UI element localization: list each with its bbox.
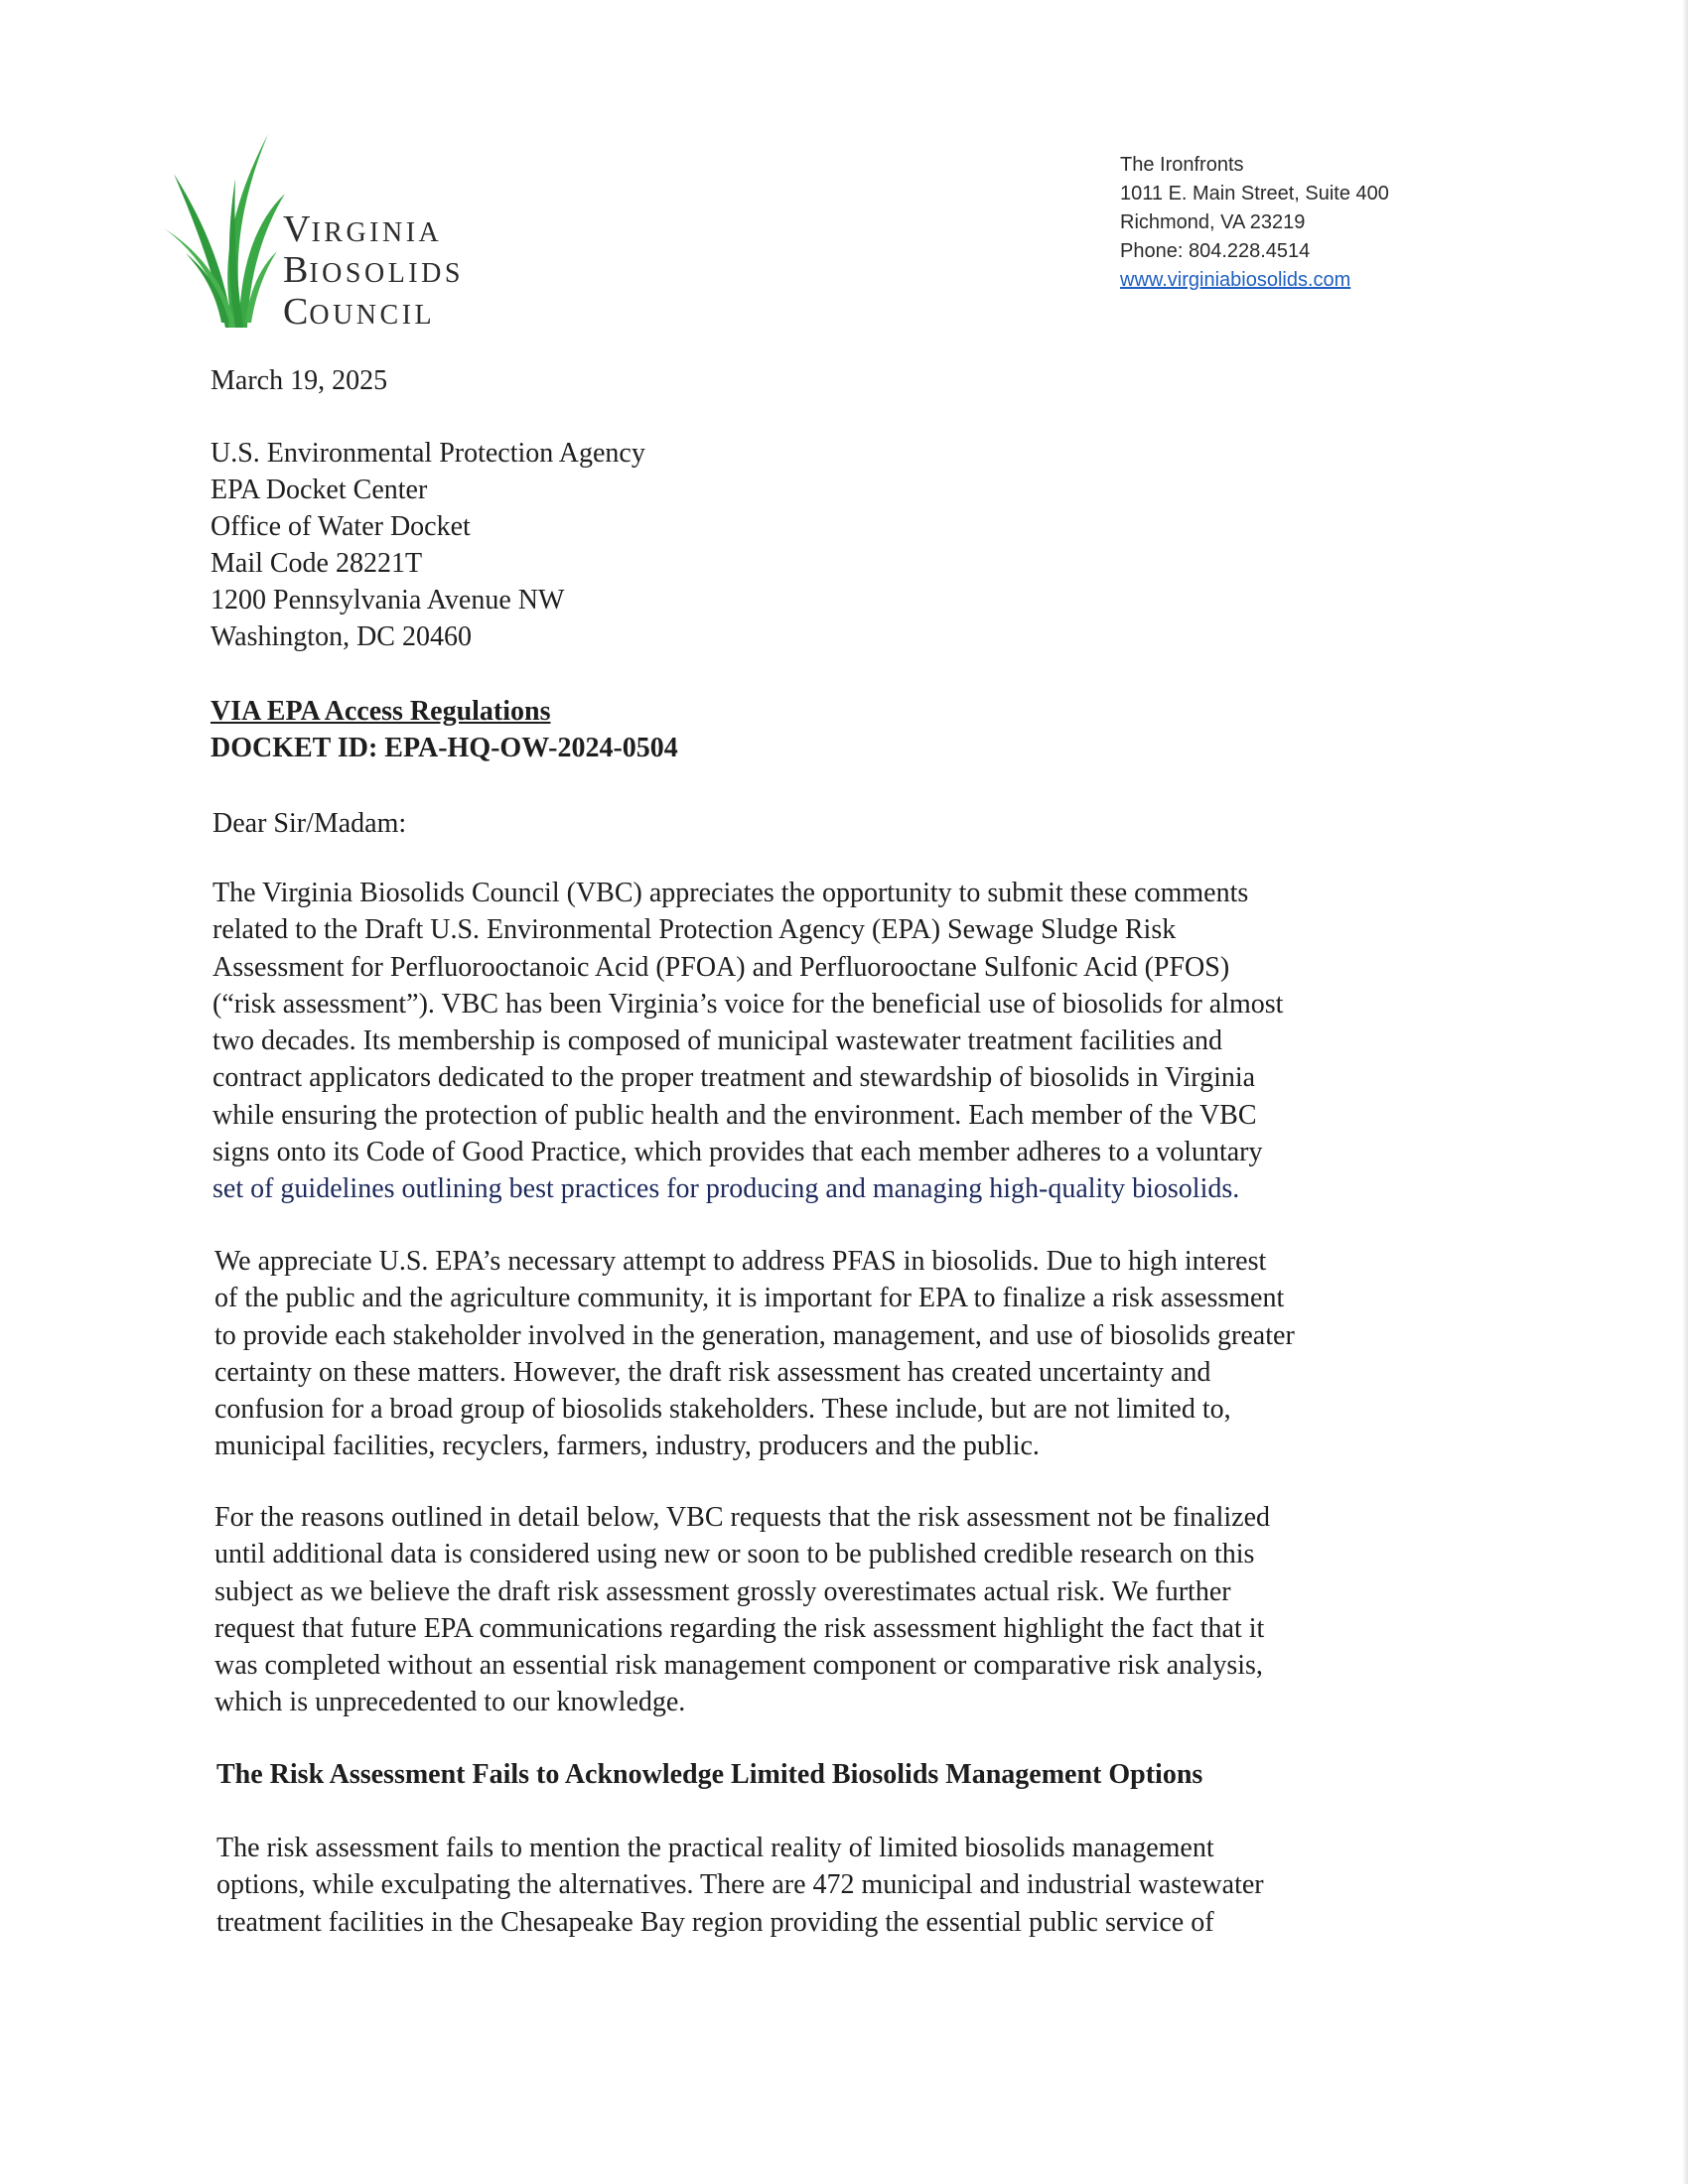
vbc-logo bbox=[164, 134, 521, 333]
section-heading: The Risk Assessment Fails to Acknowledge Limited Biosolids Management Options bbox=[216, 1759, 1203, 1790]
paragraph-line: was completed without an essential risk management component or comparative risk analysis, bbox=[214, 1650, 1263, 1682]
paragraph-line: to provide each stakeholder involved in the generation, management, and use of biosolids greater bbox=[214, 1319, 1295, 1351]
recipient-address bbox=[211, 435, 645, 655]
paragraph-line: while ensuring the protection of public health and the environment. Each member of the VBC bbox=[212, 1099, 1257, 1131]
paragraph-line: subject as we believe the draft risk assessment grossly overestimates actual risk. We further bbox=[214, 1575, 1231, 1607]
paragraph-line: We appreciate U.S. EPA’s necessary attempt to address PFAS in biosolids. Due to high interest bbox=[214, 1246, 1267, 1277]
paragraph-line: (“risk assessment”). VBC has been Virginia’s voice for the beneficial use of biosolids for almost bbox=[212, 988, 1284, 1020]
paragraph-line: confusion for a broad group of biosolids stakeholders. These include, but are not limited to, bbox=[214, 1394, 1231, 1426]
sender-address-block bbox=[1120, 151, 1389, 295]
paragraph-requests bbox=[214, 1499, 1270, 1721]
paragraph-line: request that future EPA communications regarding the risk assessment highlight the fact that it bbox=[214, 1612, 1265, 1644]
paragraph-line: signs onto its Code of Good Practice, which provides that each member adheres to a voluntary bbox=[212, 1137, 1263, 1168]
grass-logo-icon bbox=[164, 134, 293, 333]
paragraph-line: until additional data is considered using new or soon to be published credible research on this bbox=[214, 1539, 1255, 1570]
submission-info bbox=[211, 693, 678, 766]
paragraph-line: For the reasons outlined in detail below, VBC requests that the risk assessment not be finalized bbox=[214, 1502, 1271, 1533]
sender-building: The Ironfronts bbox=[1120, 154, 1244, 176]
paragraph-line: which is unprecedented to our knowledge. bbox=[214, 1687, 686, 1718]
website-link[interactable]: www.virginiabiosolids.com bbox=[1120, 269, 1351, 291]
sender-city: Richmond, VA 23219 bbox=[1120, 211, 1306, 233]
recipient-line: U.S. Environmental Protection Agency bbox=[211, 438, 645, 469]
paragraph-line: municipal facilities, recyclers, farmers, industry, producers and the public. bbox=[214, 1431, 1040, 1462]
logo-word-biosolids: BIOSOLIDS bbox=[283, 249, 464, 291]
logo-word-virginia: VIRGINIA bbox=[283, 208, 443, 250]
paragraph-line: of the public and the agriculture community, it is important for EPA to finalize a risk assessment bbox=[214, 1283, 1285, 1314]
paragraph-line: Assessment for Perfluorooctanoic Acid (PFOA) and Perfluorooctane Sulfonic Acid (PFOS) bbox=[212, 951, 1230, 983]
recipient-line: 1200 Pennsylvania Avenue NW bbox=[211, 585, 565, 615]
letter-date: March 19, 2025 bbox=[211, 365, 388, 396]
paragraph-line: certainty on these matters. However, the draft risk assessment has created uncertainty and bbox=[214, 1356, 1211, 1388]
paragraph-line: treatment facilities in the Chesapeake Bay region providing the essential public service of bbox=[216, 1906, 1214, 1938]
paragraph-pfas bbox=[214, 1243, 1295, 1465]
paragraph-line: The risk assessment fails to mention the practical reality of limited biosolids management bbox=[216, 1833, 1214, 1863]
recipient-line: Mail Code 28221T bbox=[211, 548, 423, 579]
paragraph-intro bbox=[212, 875, 1283, 1208]
docket-id: DOCKET ID: EPA-HQ-OW-2024-0504 bbox=[211, 733, 678, 763]
logo-word-council: COUNCIL bbox=[283, 291, 436, 333]
via-line: VIA EPA Access Regulations bbox=[211, 696, 551, 727]
paragraph-line: options, while exculpating the alternatives. There are 472 municipal and industrial wastewater bbox=[216, 1869, 1264, 1901]
salutation: Dear Sir/Madam: bbox=[212, 808, 407, 839]
sender-street: 1011 E. Main Street, Suite 400 bbox=[1120, 183, 1389, 205]
page-edge bbox=[1682, 0, 1688, 2184]
paragraph-line: The Virginia Biosolids Council (VBC) appreciates the opportunity to submit these comments bbox=[212, 878, 1249, 908]
paragraph-management bbox=[216, 1830, 1264, 1941]
paragraph-line: set of guidelines outlining best practices for producing and managing high-quality biosolids. bbox=[212, 1173, 1240, 1205]
recipient-line: Washington, DC 20460 bbox=[211, 621, 472, 652]
recipient-line: EPA Docket Center bbox=[211, 475, 428, 505]
recipient-line: Office of Water Docket bbox=[211, 511, 471, 542]
paragraph-line: two decades. Its membership is composed of municipal wastewater treatment facilities and bbox=[212, 1025, 1223, 1057]
sender-phone: Phone: 804.228.4514 bbox=[1120, 240, 1311, 262]
paragraph-line: contract applicators dedicated to the proper treatment and stewardship of biosolids in Virginia bbox=[212, 1062, 1256, 1094]
paragraph-line: related to the Draft U.S. Environmental Protection Agency (EPA) Sewage Sludge Risk bbox=[212, 914, 1177, 946]
